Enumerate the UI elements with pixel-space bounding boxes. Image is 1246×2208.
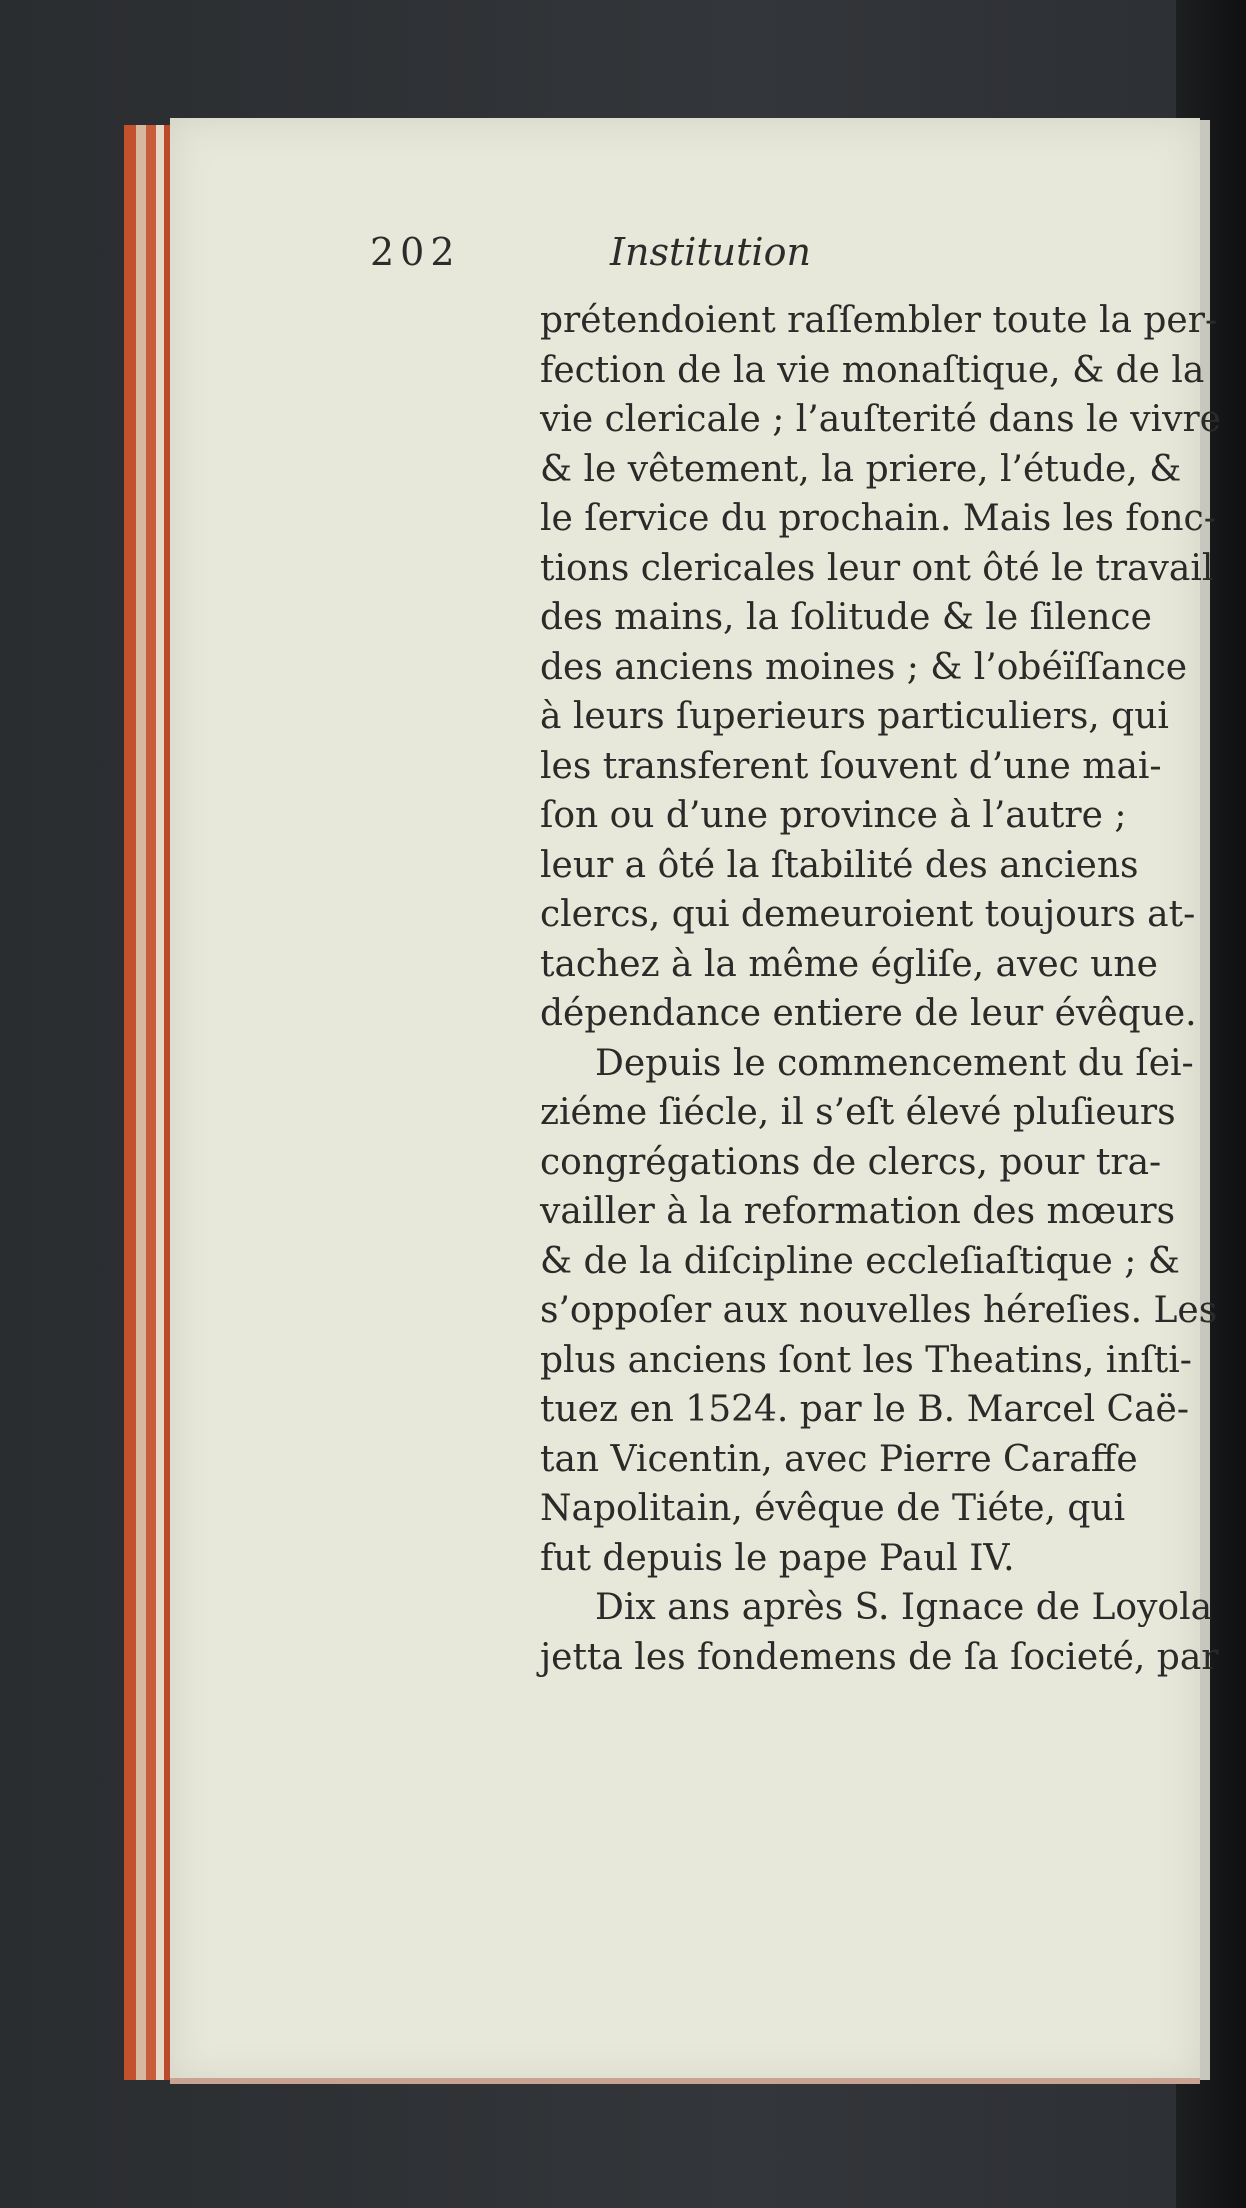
text-line: plus anciens ſont les Theatins, inſti- xyxy=(540,1339,1192,1381)
page-bottom-edge xyxy=(170,2078,1200,2084)
fore-edge-layer xyxy=(136,125,146,2080)
fore-edge-layer xyxy=(124,125,136,2080)
text-line: ziéme ſiécle, il s’eſt élevé pluſieurs xyxy=(540,1092,1176,1133)
fore-edge-layer xyxy=(146,125,156,2080)
text-line: leur a ôté la ſtabilité des anciens xyxy=(540,844,1139,886)
page-number: 202 xyxy=(370,230,461,274)
text-line: vie clericale ; l’auſterité dans le vivre xyxy=(540,399,1221,440)
text-line: & de la diſcipline eccleſiaſtique ; & xyxy=(540,1240,1180,1282)
running-head xyxy=(370,230,1070,280)
paragraph-first-line: Depuis le commencement du ſei- xyxy=(595,1042,1194,1084)
text-line: clercs, qui demeuroient toujours at- xyxy=(540,894,1196,935)
text-line: tan Vicentin, avec Pierre Caraffe xyxy=(540,1438,1138,1480)
text-line: ſon ou d’une province à l’autre ; xyxy=(540,795,1127,836)
text-line: jetta les fondemens de ſa ſocieté, par xyxy=(540,1636,1219,1678)
text-line: vailler à la reformation des mœurs xyxy=(540,1191,1176,1232)
fore-edge-layer xyxy=(156,125,164,2080)
text-line: tuez en 1524. par le B. Marcel Caë- xyxy=(540,1389,1190,1430)
text-line: fut depuis le pape Paul IV. xyxy=(540,1537,1015,1579)
text-line: prétendoient raſſembler toute la per- xyxy=(540,300,1218,341)
text-line: tachez à la même égliſe, avec une xyxy=(540,943,1158,985)
text-line: congrégations de clercs, pour tra- xyxy=(540,1141,1162,1183)
text-line: le ſervice du prochain. Mais les fonc- xyxy=(540,498,1216,539)
text-line: Napolitain, évêque de Tiéte, qui xyxy=(540,1488,1126,1529)
text-line: des mains, la ſolitude & le ſilence xyxy=(540,597,1152,638)
text-line: tions clericales leur ont ôté le travail xyxy=(540,547,1214,589)
text-line: dépendance entiere de leur évêque. xyxy=(540,993,1197,1034)
paragraph-first-line: Dix ans après S. Ignace de Loyola xyxy=(595,1587,1213,1628)
text-line: des anciens moines ; & l’obéïſſance xyxy=(540,646,1188,688)
text-line: les transferent ſouvent d’une mai- xyxy=(540,745,1162,787)
text-line: s’oppoſer aux nouvelles héreſies. Les xyxy=(540,1290,1218,1331)
running-title: Institution xyxy=(610,230,811,274)
text-line: fection de la vie monaſtique, & de la xyxy=(540,349,1205,391)
text-line: à leurs ſuperieurs particuliers, qui xyxy=(540,696,1169,737)
text-line: & le vêtement, la priere, l’étude, & xyxy=(540,448,1182,490)
